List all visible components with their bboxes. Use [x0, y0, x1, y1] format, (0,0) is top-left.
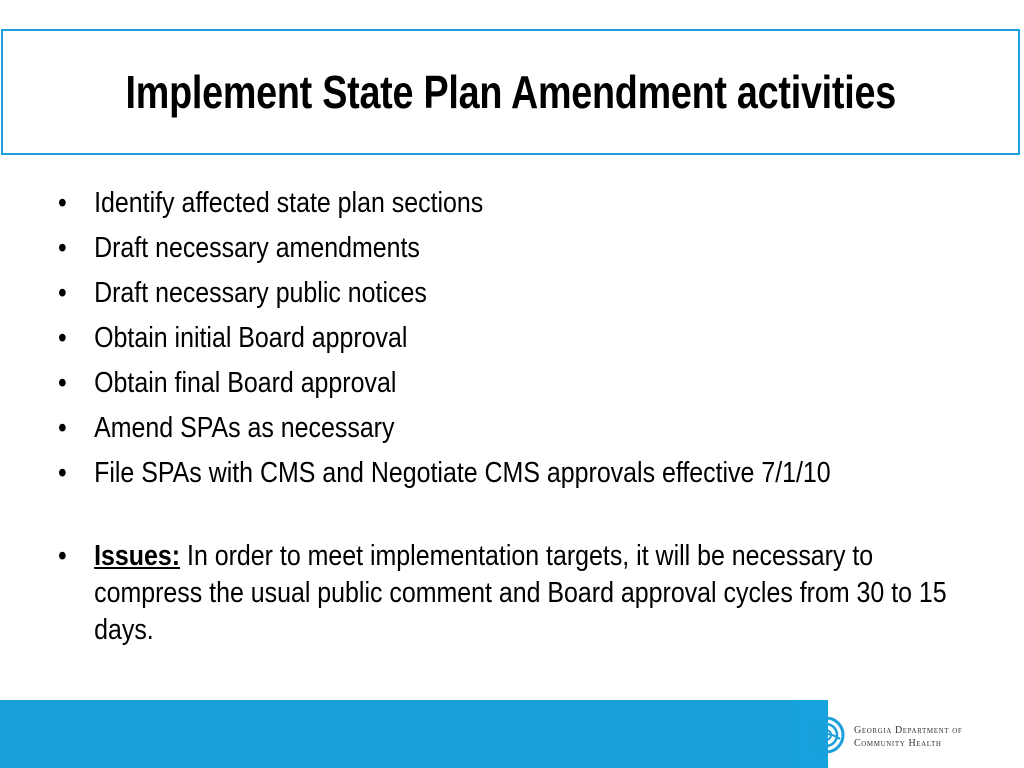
logo-line-2: Community Health — [854, 738, 942, 749]
bullet-marker: • — [58, 540, 67, 572]
bullet-text: Obtain final Board approval — [94, 367, 397, 399]
list-item — [58, 181, 832, 226]
bullet-marker: • — [58, 187, 67, 219]
bullet-marker: • — [58, 322, 67, 354]
list-item — [58, 451, 832, 496]
bullet-marker: • — [58, 412, 67, 444]
swirl-logo-icon — [806, 715, 846, 760]
logo-text — [854, 724, 962, 750]
bullet-list — [58, 181, 958, 496]
bullet-text: Draft necessary public notices — [94, 277, 427, 309]
bullet-text: Identify affected state plan sections — [94, 187, 484, 219]
bullet-marker: • — [58, 232, 67, 264]
list-item — [58, 226, 832, 271]
bullet-marker: • — [58, 457, 67, 489]
org-logo — [806, 716, 1016, 758]
bullet-text: Obtain initial Board approval — [94, 322, 408, 354]
bullet-marker: • — [58, 367, 67, 399]
footer-bar — [0, 700, 828, 768]
logo-line-1: Georgia Department of — [854, 725, 963, 736]
bullet-text: Amend SPAs as necessary — [94, 412, 395, 444]
bullet-text: Draft necessary amendments — [94, 232, 420, 264]
issues-text: In order to meet implementation targets, it will be necessary to compress the usual public comment and Board approval cycles from 30 to 15 days. — [94, 540, 947, 646]
title-box — [1, 29, 1020, 155]
issues-block — [58, 538, 952, 649]
bullet-text: File SPAs with CMS and Negotiate CMS approvals effective 7/1/10 — [94, 457, 831, 489]
bullet-marker: • — [58, 277, 67, 309]
list-item — [58, 271, 832, 316]
issues-item — [58, 538, 952, 649]
list-item — [58, 316, 832, 361]
list-item — [58, 406, 832, 451]
issues-label: Issues: — [94, 540, 181, 572]
list-item — [58, 361, 832, 406]
slide-title: Implement State Plan Amendment activities — [125, 66, 896, 118]
